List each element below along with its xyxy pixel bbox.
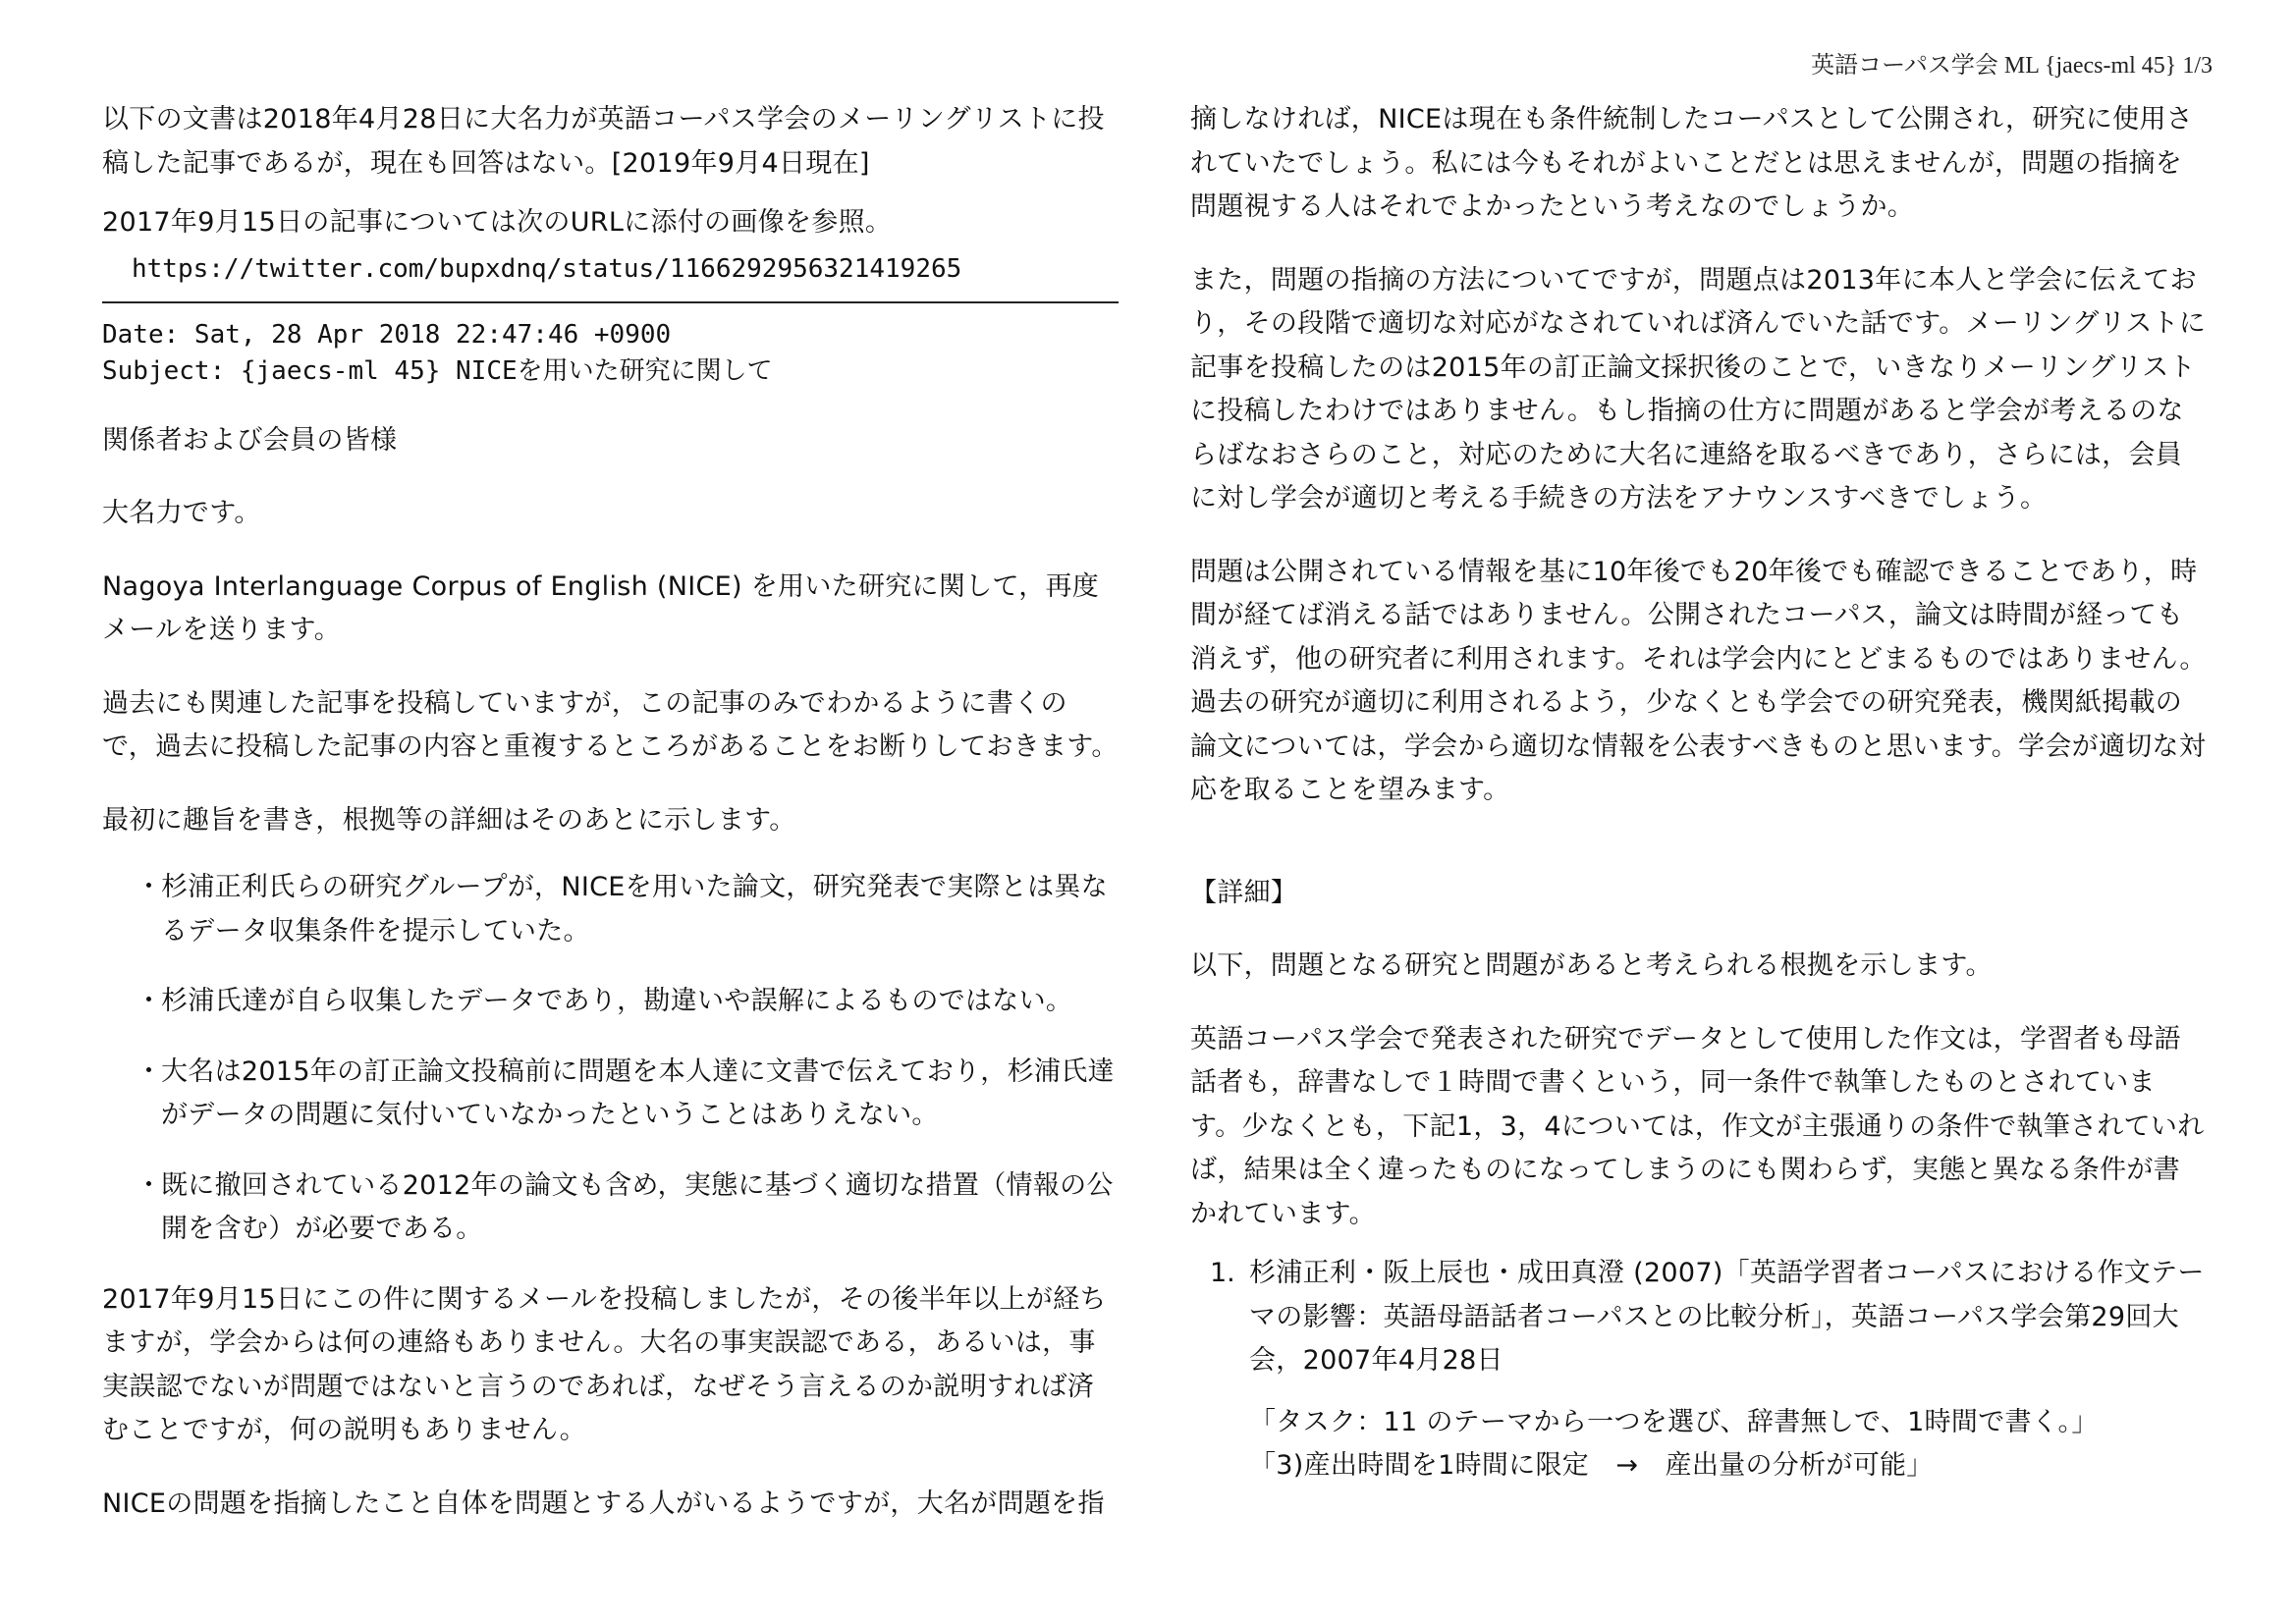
email-date: Date: Sat, 28 Apr 2018 22:47:46 +0900 [102,319,672,350]
bullet-mark: ・ [136,1169,162,1201]
right-column [1190,98,2207,1488]
bullet-text: 杉浦正利氏らの研究グループが，NICEを用いた論文，研究発表で実際とは異なるデータ収集条件を提示していた。 [161,872,1109,947]
bullet-mark: ・ [136,1055,162,1087]
quote-line-2: 「3)産出時間を1時間に限定 → 産出量の分析が可能」 [1249,1450,1934,1481]
body-paragraph-9: 以下，問題となる研究と問題があると考えられる根拠を示します。 [1190,950,1993,981]
body-paragraph-10: 英語コーパス学会で発表された研究でデータとして使用した作文は，学習者も母語話者も，辞書なしで１時間で書くという，同一条件で執筆したものとされています。少なくとも，下記1，3，4については，作文が主張通りの条件で執筆されていれば，結果は全く違ったものになってしまうのにも関わらず，実態と異なる条件が書かれています。 [1190,1023,2205,1229]
quote-line-1: 「タスク：11 のテーマから一つを選び、辞書無しで、1時間で書く。」 [1249,1406,2099,1437]
twitter-url-link[interactable]: https://twitter.com/bupxdnq/status/1166292956321419265 [132,253,962,284]
page-header: 英語コーパス学会 ML {jaecs-ml 45} 1/3 [1811,53,2213,79]
body-paragraph-1: Nagoya Interlanguage Corpus of English (NICE) を用いた研究に関して，再度メールを送ります。 [102,570,1100,645]
email-subject: Subject: {jaecs-ml 45} NICEを用いた研究に関して [102,355,773,386]
body-paragraph-5: NICEの問題を指摘したこと自体を問題とする人がいるようですが，大名が問題を指 [102,1488,1105,1519]
reference-item-1 [1210,1252,2207,1383]
reference-number: 1. [1210,1258,1235,1288]
body-paragraph-2: 過去にも関連した記事を投稿していますが，この記事のみでわかるように書くので，過去に投稿した記事の内容と重複するところがあることをお断りしておきます。 [102,687,1119,762]
author-line: 大名力です。 [102,498,261,528]
body-paragraph-4: 2017年9月15日にこの件に関するメールを投稿しましたが，その後半年以上が経ちますが，学会からは何の連絡もありません。大名の事実誤認である，あるいは，事実誤認でないが問題ではないと言うのであれば，なぜそう言えるのか説明すれば済むことですが，何の説明もありません。 [102,1283,1107,1445]
intro-url-note: 2017年9月15日の記事については次のURLに添付の画像を参照。 [102,207,893,238]
summary-bullet-list [102,866,1119,1252]
body-paragraph-7: また，問題の指摘の方法についてですが，問題点は2013年に本人と学会に伝えており，その段階で適切な対応がなされていれば済んでいた話です。メーリングリストに記事を投稿したのは2015年の訂正論文採択後のことで，いきなりメーリングリストに投稿したわけではありません。もし指摘の仕方に問題があると学会が考えるのならばなおさらのこと，対応のために大名に連絡を取るべきであり，さらには，会員に対し学会が適切と考える手続きの方法をアナウンスすべきでしょう。 [1190,264,2207,514]
body-paragraph-6: 摘しなければ，NICEは現在も条件統制したコーパスとして公開され，研究に使用されていたでしょう。私には今もそれがよいことだとは思えませんが，問題の指摘を問題視する人はそれでよかったという考えなのでしょうか。 [1190,104,2194,222]
bullet-text: 杉浦氏達が自ら収集したデータであり，勘違いや誤解によるものではない。 [161,986,1073,1016]
bullet-mark: ・ [136,986,162,1016]
list-item [136,1164,1119,1252]
bullet-mark: ・ [136,872,162,902]
divider [102,301,1119,303]
body-paragraph-8: 問題は公開されている情報を基に10年後でも20年後でも確認できることであり，時間が経てば消える話ではありません。公開されたコーパス，論文は時間が経っても消えず，他の研究者に利用されます。それは学会内にとどまるものではありません。過去の研究が適切に利用されるよう，少なくとも学会での研究発表，機関紙掲載の論文については，学会から適切な情報を公表すべきものと思います。学会が適切な対応を取ることを望みます。 [1190,556,2207,805]
list-item [136,866,1119,953]
body-paragraph-3: 最初に趣旨を書き，根拠等の詳細はそのあとに示します。 [102,804,796,836]
list-item [136,980,1119,1024]
bullet-text: 既に撤回されている2012年の論文も含め，実態に基づく適切な措置（情報の公開を含む）が必要である。 [161,1169,1114,1244]
intro-paragraph: 以下の文書は2018年4月28日に大名力が英語コーパス学会のメーリングリストに投稿した記事であるが，現在も回答はない。[2019年9月4日現在] [102,104,1105,179]
details-heading: 【詳細】 [1190,877,1298,908]
bullet-text: 大名は2015年の訂正論文投稿前に問題を本人達に文書で伝えており，杉浦氏達がデータの問題に気付いていなかったということはありえない。 [161,1055,1115,1130]
salutation: 関係者および会員の皆様 [102,424,398,456]
list-item [136,1051,1119,1138]
left-column [102,98,1119,1526]
reference-text: 杉浦正利・阪上辰也・成田真澄 (2007)「英語学習者コーパスにおける作文テーマの影響：英語母語話者コーパスとの比較分析」，英語コーパス学会第29回大会，2007年4月28日 [1249,1258,2205,1376]
